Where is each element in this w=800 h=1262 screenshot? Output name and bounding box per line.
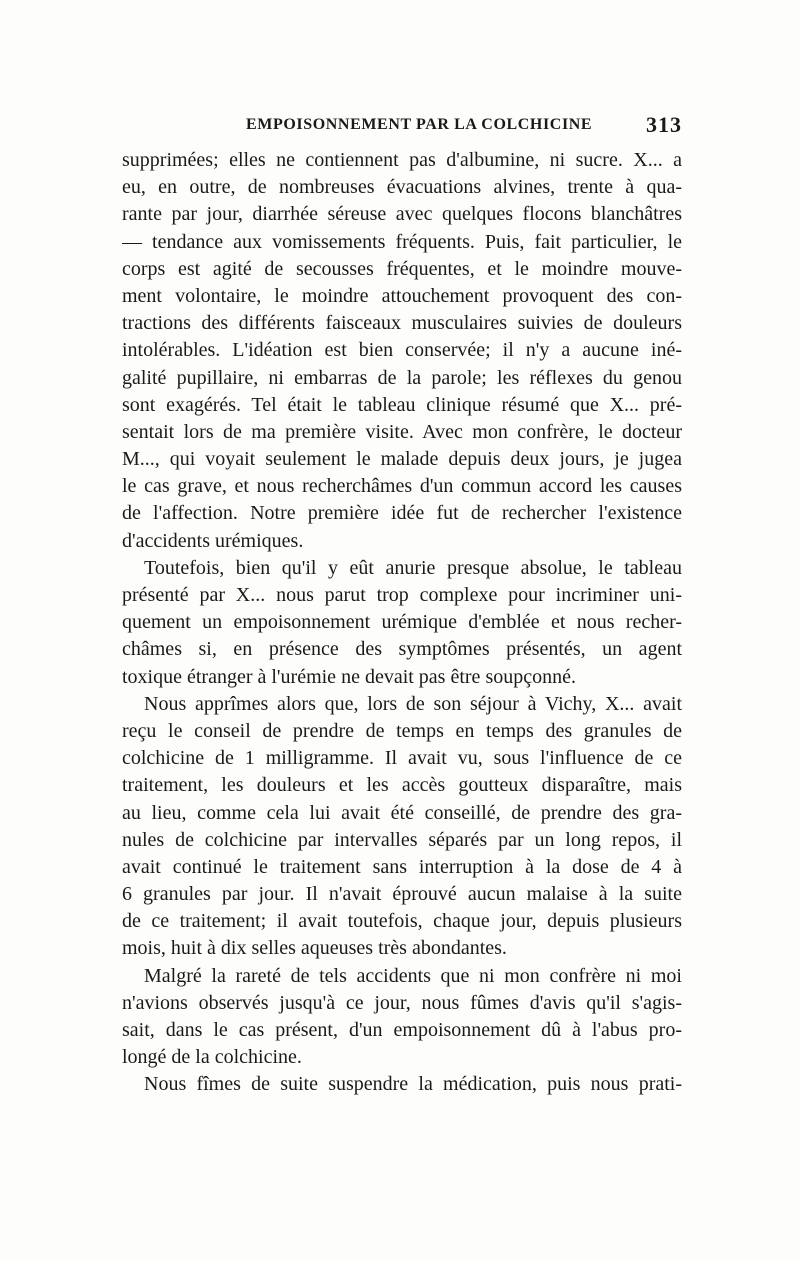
text-line: traitement, les douleurs et les accès goutteux disparaître, mais xyxy=(122,774,682,797)
text-line: intolérables. L'idéation est bien conservée; il n'y a aucune iné- xyxy=(122,339,682,362)
page-number: 313 xyxy=(646,112,682,137)
text-line: châmes si, en présence des symptômes présentés, un agent xyxy=(122,638,682,661)
text-line: toxique étranger à l'urémie ne devait pas être soupçonné. xyxy=(122,665,576,688)
text-line: galité pupillaire, ni embarras de la parole; les réflexes du genou xyxy=(122,366,682,389)
text-line: longé de la colchicine. xyxy=(122,1046,302,1069)
running-title: EMPOISONNEMENT PAR LA COLCHICINE xyxy=(246,116,593,133)
body-text xyxy=(122,147,682,1099)
text-line: de l'affection. Notre première idée fut de rechercher l'existence xyxy=(122,502,682,525)
text-line: Nous apprîmes alors que, lors de son séjour à Vichy, X... avait xyxy=(144,692,682,715)
text-line: supprimées; elles ne contiennent pas d'albumine, ni sucre. X... a xyxy=(122,149,682,171)
text-line: rante par jour, diarrhée séreuse avec quelques flocons blanchâtres xyxy=(122,203,682,226)
text-line: quement un empoisonnement urémique d'emblée et nous recher- xyxy=(122,611,682,634)
text-line: sentait lors de ma première visite. Avec mon confrère, le docteur xyxy=(122,420,682,443)
text-line: au lieu, comme cela lui avait été conseillé, de prendre des gra- xyxy=(122,801,682,824)
text-line: nules de colchicine par intervalles séparés par un long repos, il xyxy=(122,828,682,851)
text-line: 6 granules par jour. Il n'avait éprouvé aucun malaise à la suite xyxy=(122,883,682,906)
text-line: ment volontaire, le moindre attouchement provoquent des con- xyxy=(122,284,682,307)
text-line: eu, en outre, de nombreuses évacuations alvines, trente à qua- xyxy=(122,176,682,199)
page-header xyxy=(122,112,682,142)
text-line: Malgré la rareté de tels accidents que ni mon confrère ni moi xyxy=(144,964,682,987)
text-line: avait continué le traitement sans interruption à la dose de 4 à xyxy=(122,855,682,878)
text-line: Toutefois, bien qu'il y eût anurie presque absolue, le tableau xyxy=(144,556,682,579)
text-line: reçu le conseil de prendre de temps en temps des granules de xyxy=(122,719,682,742)
text-line: sait, dans le cas présent, d'un empoisonnement dû à l'abus pro- xyxy=(122,1019,682,1041)
text-line: le cas grave, et nous recherchâmes d'un commun accord les causes xyxy=(122,475,682,498)
text-line: M..., qui voyait seulement le malade depuis deux jours, je jugea xyxy=(122,448,682,471)
text-line: sont exagérés. Tel était le tableau clinique résumé que X... pré- xyxy=(122,393,682,416)
text-line: mois, huit à dix selles aqueuses très abondantes. xyxy=(122,937,507,960)
text-line: d'accidents urémiques. xyxy=(122,529,304,552)
text-line: n'avions observés jusqu'à ce jour, nous fûmes d'avis qu'il s'agis- xyxy=(122,991,682,1014)
text-line: présenté par X... nous parut trop complexe pour incriminer uni- xyxy=(122,584,682,606)
text-line: Nous fîmes de suite suspendre la médication, puis nous prati- xyxy=(144,1073,682,1096)
text-line: — tendance aux vomissements fréquents. Puis, fait particulier, le xyxy=(122,230,682,253)
text-line: corps est agité de secousses fréquentes, et le moindre mouve- xyxy=(122,257,682,280)
text-line: colchicine de 1 milligramme. Il avait vu, sous l'influence de ce xyxy=(122,747,682,770)
text-line: de ce traitement; il avait toutefois, chaque jour, depuis plusieurs xyxy=(122,910,682,933)
text-line: tractions des différents faisceaux musculaires suivies de douleurs xyxy=(122,312,682,335)
